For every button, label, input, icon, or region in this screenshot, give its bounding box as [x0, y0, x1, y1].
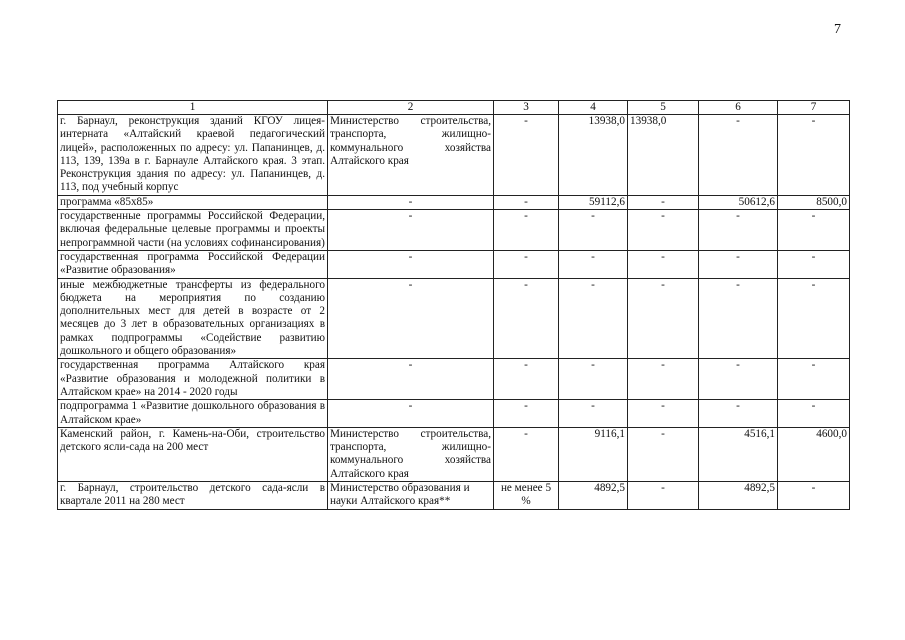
row-col-7: - — [778, 482, 850, 510]
budget-table — [57, 100, 850, 510]
row-col-3: - — [494, 400, 559, 428]
row-col-5: - — [628, 359, 699, 400]
row-col-6: 4892,5 — [699, 482, 778, 510]
header-col-2: 2 — [328, 101, 494, 115]
row-col-7: 8500,0 — [778, 195, 850, 209]
row-name: государственная программа Алтайского края «Развитие образования и молодежной политики в Алтайском крае» на 2014 - 2020 годы — [58, 359, 328, 400]
table-row — [58, 278, 850, 359]
row-name: государственная программа Российской Федерации «Развитие образования» — [58, 250, 328, 278]
table-row — [58, 482, 850, 510]
row-col-7: - — [778, 250, 850, 278]
row-col-4: 9116,1 — [559, 427, 628, 481]
row-col-3: не менее 5 % — [494, 482, 559, 510]
row-name: г. Барнаул, реконструкция зданий КГОУ лицея-интерната «Алтайский краевой педагогический лицей», расположенных по адресу: ул. Папанинцев, д. 113, 139, 139а в г. Барнауле Алтайского края. 3 этап. Реконструкция здания по адресу: ул. Папанинцев, д. 113, под учебный корпус — [58, 115, 328, 196]
row-ministry: - — [328, 250, 494, 278]
row-name: государственные программы Российской Федерации, включая федеральные целевые программы и проекты непрограммной части (на условиях софинансирования) — [58, 210, 328, 251]
row-col-7: - — [778, 278, 850, 359]
row-col-7: - — [778, 115, 850, 196]
row-name: подпрограмма 1 «Развитие дошкольного образования в Алтайском крае» — [58, 400, 328, 428]
row-col-6: - — [699, 115, 778, 196]
row-ministry: - — [328, 210, 494, 251]
row-col-7: 4600,0 — [778, 427, 850, 481]
row-col-6: - — [699, 400, 778, 428]
header-col-1: 1 — [58, 101, 328, 115]
row-ministry: - — [328, 400, 494, 428]
table-row — [58, 210, 850, 251]
table-row — [58, 115, 850, 196]
row-col-4: 13938,0 — [559, 115, 628, 196]
row-name: Каменский район, г. Камень-на-Оби, строительство детского ясли-сада на 200 мест — [58, 427, 328, 481]
header-col-5: 5 — [628, 101, 699, 115]
row-col-7: - — [778, 359, 850, 400]
row-col-5: - — [628, 195, 699, 209]
row-col-5: 13938,0 — [628, 115, 699, 196]
row-col-3: - — [494, 359, 559, 400]
table-row — [58, 359, 850, 400]
row-col-6: - — [699, 210, 778, 251]
header-col-6: 6 — [699, 101, 778, 115]
row-col-5: - — [628, 210, 699, 251]
row-col-7: - — [778, 400, 850, 428]
row-col-6: - — [699, 250, 778, 278]
header-row — [58, 101, 850, 115]
row-col-4: 59112,6 — [559, 195, 628, 209]
row-col-3: - — [494, 427, 559, 481]
row-ministry: Министерство строительства, транспорта, жилищно-коммунального хозяйства Алтайского края — [328, 115, 494, 196]
row-col-5: - — [628, 482, 699, 510]
row-col-5: - — [628, 250, 699, 278]
row-col-4: - — [559, 400, 628, 428]
table-row — [58, 250, 850, 278]
table-row — [58, 427, 850, 481]
row-col-6: - — [699, 278, 778, 359]
row-ministry: Министерство строительства, транспорта, жилищно-коммунального хозяйства Алтайского края — [328, 427, 494, 481]
row-ministry: - — [328, 278, 494, 359]
row-col-5: - — [628, 427, 699, 481]
row-name: г. Барнаул, строительство детского сада-ясли в квартале 2011 на 280 мест — [58, 482, 328, 510]
row-col-6: 4516,1 — [699, 427, 778, 481]
row-col-4: - — [559, 210, 628, 251]
row-ministry: Министерство образования и науки Алтайского края** — [328, 482, 494, 510]
row-col-4: - — [559, 278, 628, 359]
row-col-5: - — [628, 400, 699, 428]
row-name: программа «85х85» — [58, 195, 328, 209]
row-col-3: - — [494, 115, 559, 196]
header-col-7: 7 — [778, 101, 850, 115]
row-ministry: - — [328, 195, 494, 209]
row-col-3: - — [494, 250, 559, 278]
row-col-4: - — [559, 359, 628, 400]
row-ministry: - — [328, 359, 494, 400]
table-row — [58, 195, 850, 209]
row-col-3: - — [494, 210, 559, 251]
row-col-5: - — [628, 278, 699, 359]
row-col-4: - — [559, 250, 628, 278]
page-number: 7 — [834, 22, 841, 37]
row-col-3: - — [494, 195, 559, 209]
row-col-6: 50612,6 — [699, 195, 778, 209]
header-col-3: 3 — [494, 101, 559, 115]
row-col-3: - — [494, 278, 559, 359]
row-name: иные межбюджетные трансферты из федерального бюджета на мероприятия по созданию дополнительных мест для детей в возрасте от 2 месяцев до 3 лет в образовательных организациях в рамках подпрограммы «Содействие развитию дошкольного и общего образования» — [58, 278, 328, 359]
row-col-4: 4892,5 — [559, 482, 628, 510]
row-col-7: - — [778, 210, 850, 251]
table-row — [58, 400, 850, 428]
row-col-6: - — [699, 359, 778, 400]
header-col-4: 4 — [559, 101, 628, 115]
